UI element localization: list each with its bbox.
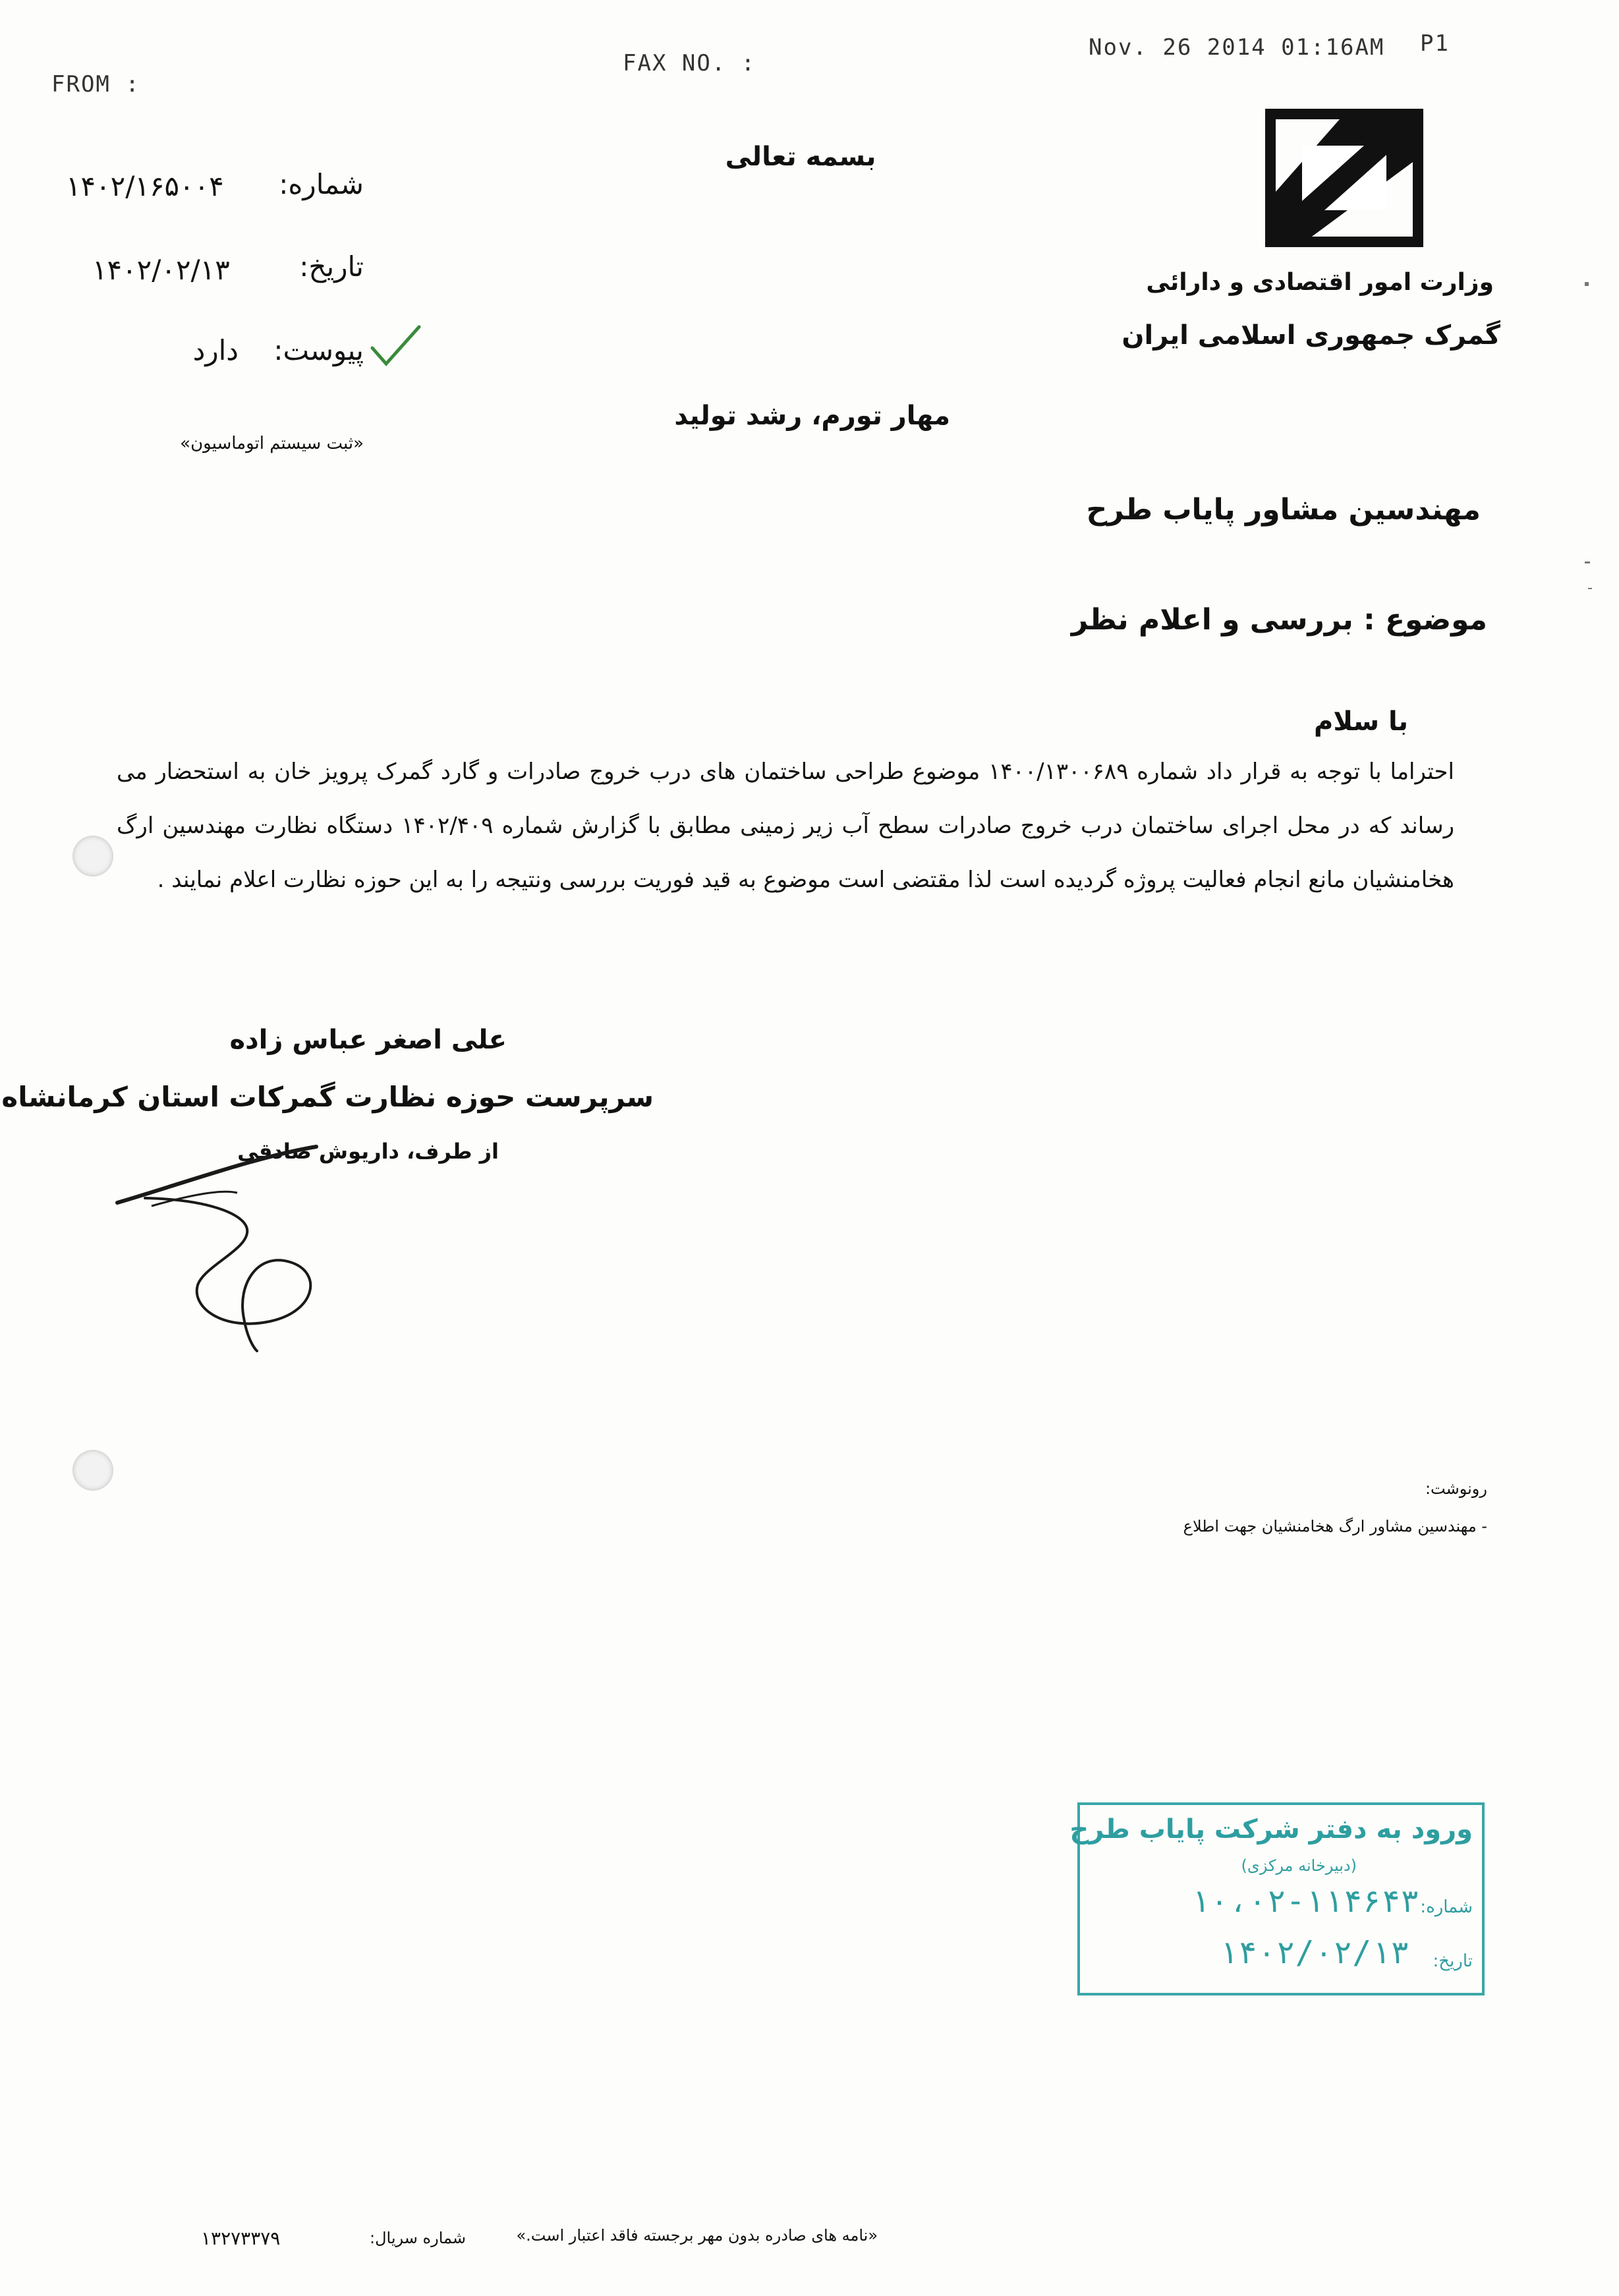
fax-page-number: P1 [1420, 30, 1450, 57]
letter-number-label: شماره: [279, 168, 364, 200]
copy-recipient: - مهندسین مشاور ارگ هخامنشیان جهت اطلاع [1183, 1517, 1487, 1535]
stamp-number-value: ۱۰،۰۲-۱۱۴۶۴۳ [1191, 1883, 1419, 1920]
signer-title: سرپرست حوزه نظارت گمرکات استان کرمانشاه [1, 1081, 654, 1113]
stamp-number-label: شماره: [1420, 1897, 1473, 1917]
on-behalf-of: از طرف، داریوش صادقی [237, 1139, 499, 1164]
fax-datetime: Nov. 26 2014 01:16AM [1089, 34, 1385, 61]
signer-name: علی اصغر عباس زاده [229, 1025, 507, 1055]
attachment-value: دارد [192, 334, 239, 366]
customs-name: گمرک جمهوری اسلامی ایران [1122, 320, 1500, 351]
scan-speck [1585, 282, 1589, 286]
footer-validity-note: «نامه های صادره بدون مهر برجسته فاقد اعتبار است.» [516, 2226, 878, 2245]
automation-note: «ثبت سیستم اتوماسیون» [180, 434, 364, 453]
letter-number-value: ۱۴۰۲/۱۶۵۰۰۴ [66, 170, 224, 202]
customs-logo-icon [1265, 109, 1423, 247]
handwritten-signature [105, 1120, 422, 1358]
copy-label: رونوشت: [1425, 1479, 1487, 1498]
greeting: با سلام [1314, 706, 1408, 737]
subject: موضوع : بررسی و اعلام نظر [1071, 603, 1487, 637]
checkmark-icon [369, 323, 422, 369]
stamp-title: ورود به دفتر شرکت پایاب طرح [1069, 1814, 1473, 1845]
fax-number-label: FAX NO. : [623, 50, 756, 76]
letter-date-value: ۱۴۰۲/۰۲/۱۳ [92, 254, 230, 286]
attachment-label: پیوست: [273, 334, 364, 366]
serial-number: ۱۳۲۷۳۳۷۹ [201, 2227, 281, 2249]
stamp-date-value: ۱۴۰۲/۰۲/۱۳ [1219, 1934, 1409, 1971]
stamp-subtitle: (دبیرخانه مرکزی) [1241, 1856, 1357, 1875]
invocation: بسمه تعالی [725, 142, 876, 172]
scan-speck [1588, 588, 1592, 589]
punch-hole [72, 1450, 113, 1491]
stamp-date-label: تاریخ: [1433, 1951, 1473, 1971]
scan-speck [1585, 561, 1590, 563]
received-stamp [1069, 1802, 1485, 1995]
letter-body: احتراما با توجه به قرار داد شماره ۱۴۰۰/۱۳۰۰۶۸۹ موضوع طراحی ساختمان های درب خروج صادرات و گارد گمرک پرویز خان به استحضار می رساند که در محل اجرای ساختمان درب خروج صادرات سطح آب زیر زمینی مطابق با گزارش شماره ۱۴۰۲/۴۰۹ دستگاه نظارت مهندسین ارگ هخامنشیان مانع انجام فعالیت پروژه گردیده است لذا مقتضی است موضوع به قید فوریت بررسی ونتیجه را به این حوزه نظارت اعلام نمایند . [117, 759, 1454, 893]
slogan: مهار تورم، رشد تولید [674, 401, 950, 431]
punch-hole [72, 836, 113, 876]
serial-label: شماره سریال: [370, 2229, 466, 2247]
fax-from-label: FROM : [51, 71, 140, 98]
recipient: مهندسین مشاور پایاب طرح [1086, 493, 1481, 527]
ministry-name: وزارت امور اقتصادی و دارائی [1146, 269, 1494, 296]
letter-date-label: تاریخ: [299, 250, 364, 283]
